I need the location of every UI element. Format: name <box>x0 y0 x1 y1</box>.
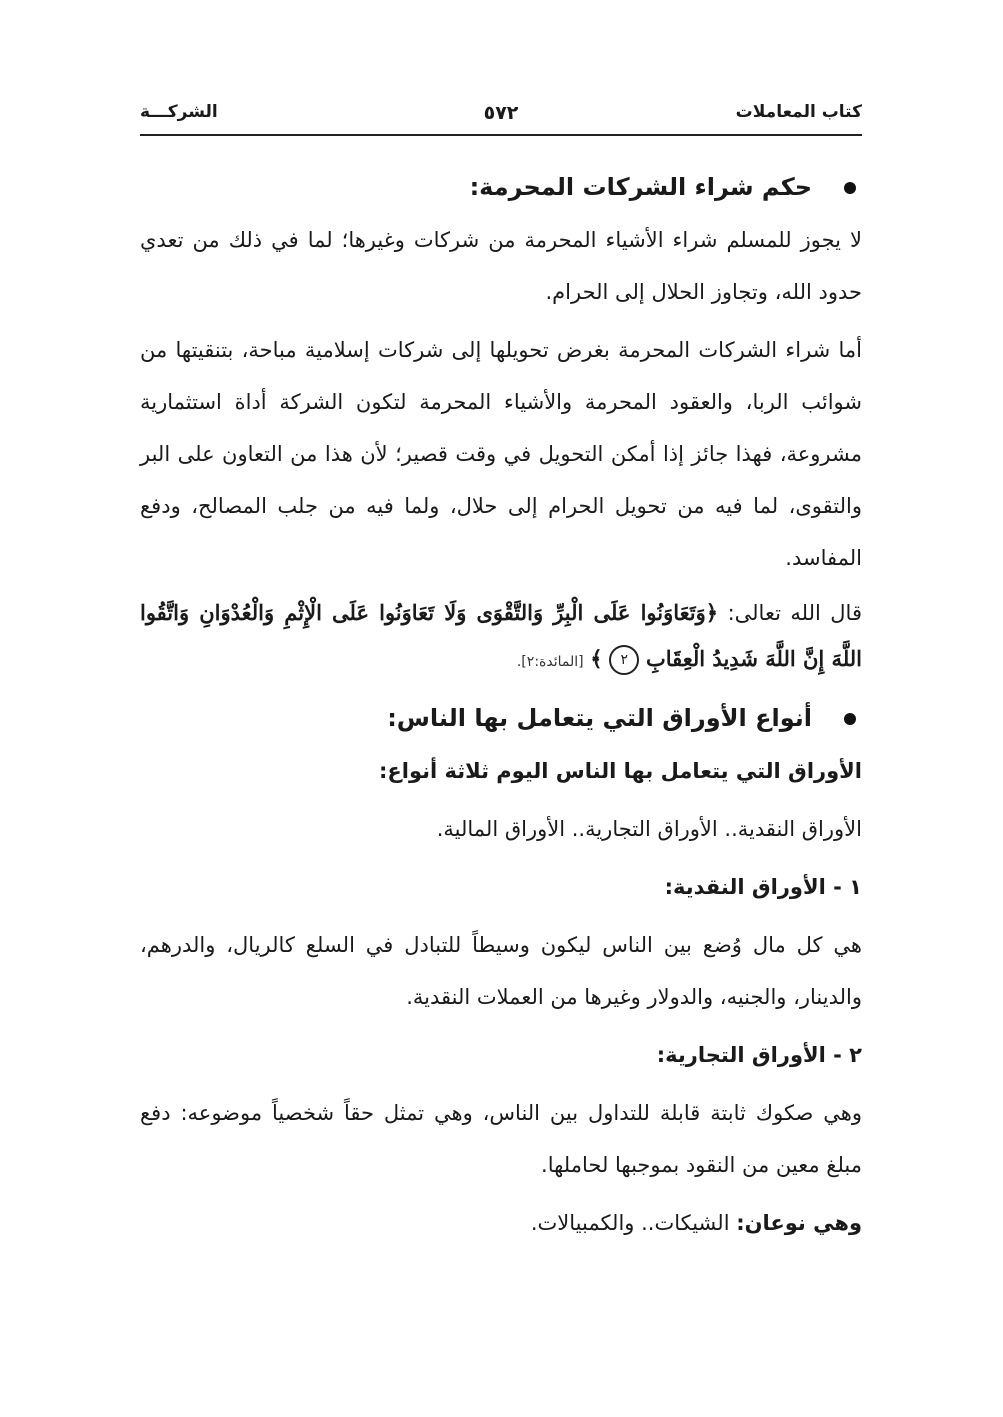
paragraph <box>140 1197 862 1249</box>
bullet-icon <box>844 182 856 194</box>
subheading: الأوراق التي يتعامل بها الناس اليوم ثلاثة أنواع: <box>379 759 862 783</box>
section-heading-text: أنواع الأوراق التي يتعامل بها الناس: <box>387 704 812 732</box>
paragraph: أما شراء الشركات المحرمة بغرض تحويلها إلى شركات إسلامية مباحة، بتنقيتها من شوائب الربا، والعقود المحرمة والأشياء المحرمة لتكون الشركة أداة استثمارية مشروعة، فهذا جائز إذا أمكن التحويل في وقت قصير؛ لأن هذا من التعاون على البر والتقوى، لما فيه من تحويل الحرام إلى حلال، ولما فيه من جلب المصالح، ودفع المفاسد. <box>140 338 862 570</box>
paragraph: وهي صكوك ثابتة قابلة للتداول بين الناس، وهي تمثل حقاً شخصياً موضوعه: دفع مبلغ معين من النقود بموجبها لحاملها. <box>140 1101 862 1177</box>
quran-verse: ﴿وَتَعَاوَنُوا عَلَى الْبِرِّ وَالتَّقْوَى وَلَا تَعَاوَنُوا عَلَى الْإِثْمِ وَالْعُدْوَانِ وَاتَّقُوا اللَّهَ إِنَّ اللَّهَ شَدِيدُ الْعِقَابِ <box>140 600 862 671</box>
quran-close-bracket: ﴾ <box>590 646 603 671</box>
numbered-heading: ١ - الأوراق النقدية: <box>664 875 862 899</box>
ayah-number-icon: ٢ <box>609 645 639 675</box>
section-heading-text: حكم شراء الشركات المحرمة: <box>469 173 812 201</box>
types-label: وهي نوعان: <box>736 1211 862 1235</box>
paragraph: هي كل مال وُضع بين الناس ليكون وسيطاً للتبادل في السلع كالريال، والدرهم، والدينار، والجنيه، والدولار وغيرها من العملات النقدية. <box>140 933 862 1009</box>
numbered-heading: ٢ - الأوراق التجارية: <box>656 1043 862 1067</box>
paragraph: الأوراق النقدية.. الأوراق التجارية.. الأوراق المالية. <box>436 817 862 841</box>
chapter-title: الشركـــة <box>140 102 218 122</box>
paragraph: لا يجوز للمسلم شراء الأشياء المحرمة من شركات وغيرها؛ لما في ذلك من تعدي حدود الله، وتجاوز الحلال إلى الحرام. <box>140 228 862 304</box>
bullet-icon <box>844 713 856 725</box>
quran-citation <box>140 590 862 685</box>
page-body <box>140 160 862 1255</box>
types-value: الشيكات.. والكمبيالات. <box>530 1211 730 1235</box>
section-heading <box>140 160 862 214</box>
section-heading <box>140 691 862 745</box>
running-header <box>140 100 862 136</box>
quran-intro: قال الله تعالى: <box>727 601 862 625</box>
book-title: كتاب المعاملات <box>735 102 862 122</box>
quran-reference: [المائدة:٢]. <box>516 654 584 670</box>
page-number: ٥٧٢ <box>483 102 519 124</box>
